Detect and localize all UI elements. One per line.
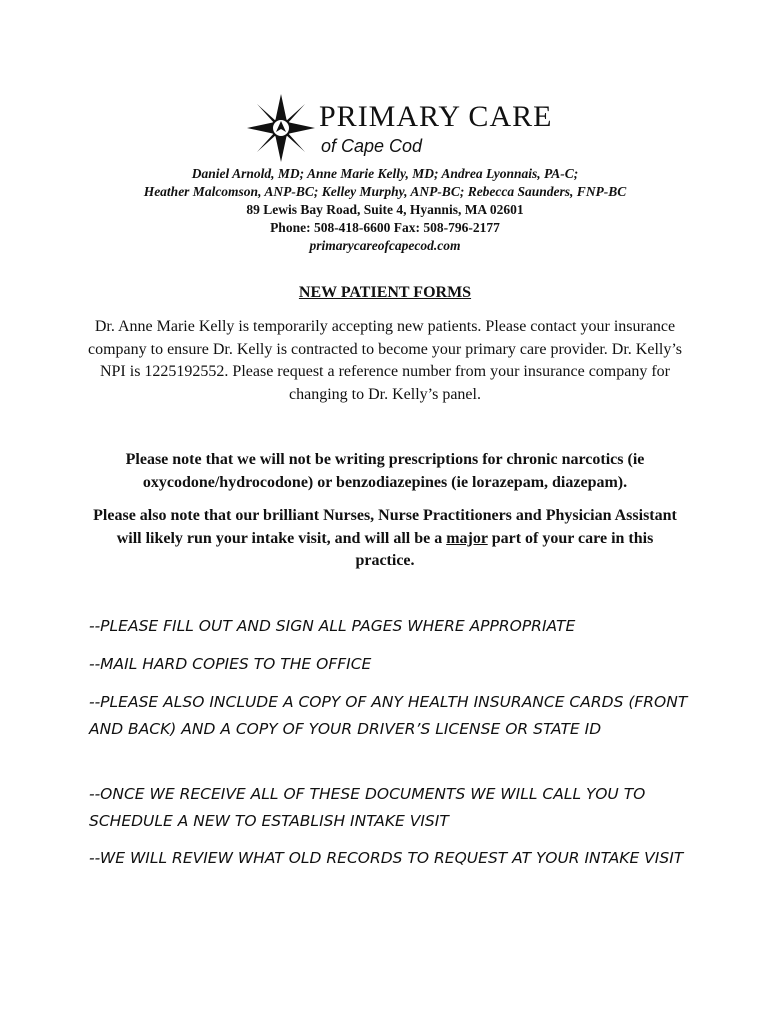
intro-paragraph: Dr. Anne Marie Kelly is temporarily accepting new patients. Please contact your insurance company to ensure Dr. Kelly is contracted to become your primary care provider. Dr. Kelly’s NPI is 1225192552. Please request a reference number from your insurance company for changing to Dr. Kelly’s panel. xyxy=(87,318,683,403)
practice-logo xyxy=(245,92,553,164)
providers-line-1: Daniel Arnold, MD; Anne Marie Kelly, MD; Andrea Lyonnais, PA-C; xyxy=(191,166,579,181)
staff-note xyxy=(86,505,684,573)
instruction-item: --PLEASE ALSO INCLUDE A COPY OF ANY HEALTH INSURANCE CARDS (FRONT AND BACK) AND A COPY OF YOUR DRIVER’S LICENSE OR STATE ID xyxy=(89,693,688,738)
staff-note-text-end: part of your care in this practice. xyxy=(355,529,654,569)
providers-line-2: Heather Malcomson, ANP-BC; Kelley Murphy, ANP-BC; Rebecca Saunders, FNP-BC xyxy=(143,184,627,199)
logo-subtitle: of Cape Cod xyxy=(321,136,423,156)
instruction-item: --WE WILL REVIEW WHAT OLD RECORDS TO REQUEST AT YOUR INTAKE VISIT xyxy=(89,849,684,867)
page-title: NEW PATIENT FORMS xyxy=(298,284,472,301)
staff-note-emphasis: major xyxy=(446,529,488,547)
instruction-item: --ONCE WE RECEIVE ALL OF THESE DOCUMENTS WE WILL CALL YOU TO SCHEDULE A NEW TO ESTABLISH INTAKE VISIT xyxy=(89,785,646,830)
instruction-item: --MAIL HARD COPIES TO THE OFFICE xyxy=(89,655,372,673)
compass-star-icon xyxy=(245,92,317,164)
instruction-item: --PLEASE FILL OUT AND SIGN ALL PAGES WHERE APPROPRIATE xyxy=(89,617,576,635)
phone-fax: Phone: 508-418-6600 Fax: 508-796-2177 xyxy=(270,220,500,235)
website: primarycareofcapecod.com xyxy=(309,238,461,253)
office-address: 89 Lewis Bay Road, Suite 4, Hyannis, MA 02601 xyxy=(246,202,524,217)
logo-title: PRIMARY CARE xyxy=(319,100,553,133)
staff-note-text: Please also note that our brilliant Nurses, Nurse Practitioners and Physician Assistant will likely run your intake visit, and will all be a xyxy=(93,507,677,547)
prescription-note: Please note that we will not be writing prescriptions for chronic narcotics (ie oxycodone/hydrocodone) or benzodiazepines (ie lorazepam, diazepam). xyxy=(125,451,645,491)
